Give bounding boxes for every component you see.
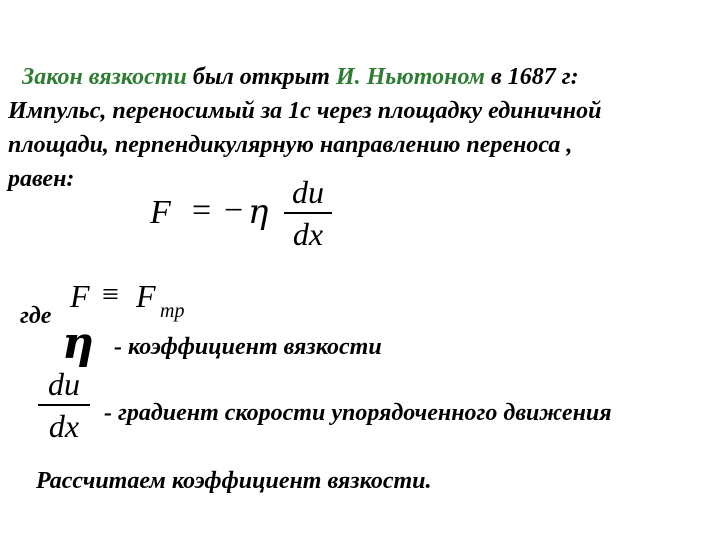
equiv-symbol: ≡ — [102, 278, 119, 311]
eta-symbol: η — [62, 318, 94, 369]
force-symbol: F — [70, 278, 90, 314]
formula-eta: η — [248, 192, 269, 232]
formula-equals: = — [192, 192, 212, 229]
year-text: в 1687 г: — [484, 64, 579, 90]
body-line-1: Импульс, переносимый за 1с через площадку единичной — [8, 98, 602, 124]
friction-subscript: тр — [160, 300, 185, 322]
gradient-numerator: du — [48, 366, 80, 402]
body-line-3: равен: — [8, 166, 75, 192]
gradient-bar — [38, 404, 90, 406]
intro-line — [22, 64, 579, 91]
gradient-fraction — [38, 368, 90, 442]
fraction-denominator: dx — [292, 216, 324, 252]
body-line-2: площади, перпендикулярную направлению переноса , — [8, 132, 573, 158]
fraction-numerator: du — [292, 174, 324, 210]
conclusion: Рассчитаем коэффициент вязкости. — [36, 468, 432, 494]
where-label: где — [20, 303, 52, 329]
gradient-description: - градиент скорости упорядоченного движения — [104, 400, 612, 426]
gradient-denominator: dx — [48, 408, 80, 444]
law-name: Закон вязкости — [22, 64, 187, 90]
formula-lhs: F — [150, 194, 171, 231]
formula-fraction — [284, 176, 332, 250]
author-name: И. Ньютоном — [335, 64, 485, 90]
fraction-bar — [284, 212, 332, 214]
formula-minus: − — [224, 192, 244, 229]
was-discovered-text: был открыт — [186, 64, 336, 90]
eta-description: - коэффициент вязкости — [114, 334, 382, 360]
friction-force-symbol: F — [136, 278, 156, 314]
